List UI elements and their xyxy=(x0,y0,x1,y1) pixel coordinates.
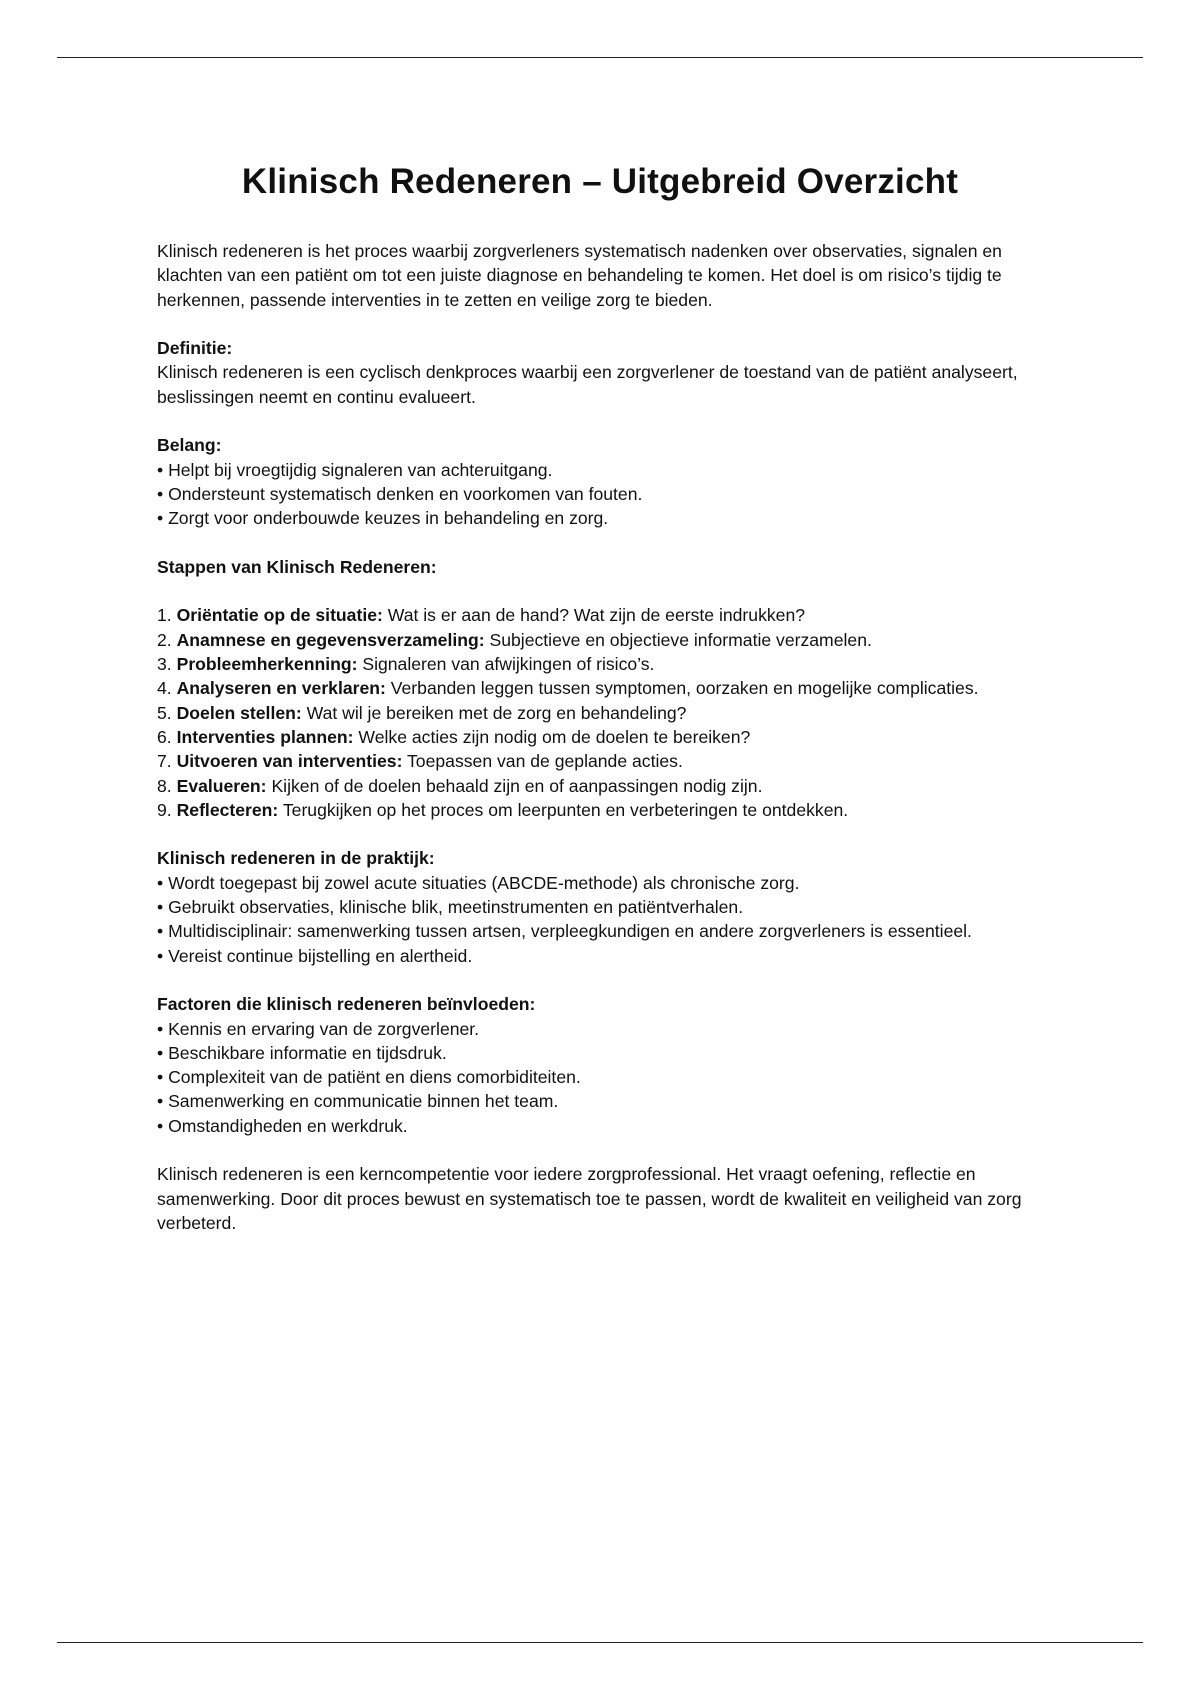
step-number: 6. xyxy=(157,726,172,747)
step-term: Oriëntatie op de situatie: xyxy=(176,605,383,626)
definition-heading: Definitie: xyxy=(157,338,233,359)
intro-paragraph: Klinisch redeneren is het proces waarbij zorgverleners systematisch nadenken over observaties, signalen en klachten van een patiënt om tot een juiste diagnose en behandeling te komen. Het doel is om risico’s tijdig te herkennen, passende interventies in te zetten en veilige zorg te bieden. xyxy=(157,241,1002,310)
step-term: Evalueren: xyxy=(176,775,267,796)
step-term: Reflecteren: xyxy=(176,799,279,820)
list-item: • Samenwerking en communicatie binnen het team. xyxy=(157,1089,1057,1113)
bottom-divider xyxy=(57,1642,1143,1643)
step-description: Wat is er aan de hand? Wat zijn de eerste indrukken? xyxy=(387,605,806,626)
step-description: Signaleren van afwijkingen of risico’s. xyxy=(362,654,655,675)
step-term: Interventies plannen: xyxy=(176,726,354,747)
list-item: • Beschikbare informatie en tijdsdruk. xyxy=(157,1041,1057,1065)
list-item: • Complexiteit van de patiënt en diens comorbiditeiten. xyxy=(157,1065,1057,1089)
step-number: 3. xyxy=(157,654,172,675)
step-item xyxy=(157,603,1057,627)
step-term: Probleemherkenning: xyxy=(176,654,358,675)
step-number: 8. xyxy=(157,775,172,796)
step-description: Terugkijken op het proces om leerpunten en verbeteringen te ontdekken. xyxy=(282,799,849,820)
list-item: • Omstandigheden en werkdruk. xyxy=(157,1114,1057,1138)
step-number: 2. xyxy=(157,629,172,650)
practice-heading: Klinisch redeneren in de praktijk: xyxy=(157,848,435,869)
step-description: Verbanden leggen tussen symptomen, oorzaken en mogelijke complicaties. xyxy=(390,678,979,699)
page-title: Klinisch Redeneren – Uitgebreid Overzicht xyxy=(241,162,959,201)
step-item xyxy=(157,652,1057,676)
step-number: 7. xyxy=(157,751,172,772)
list-item: • Gebruikt observaties, klinische blik, meetinstrumenten en patiëntverhalen. xyxy=(157,895,1057,919)
step-item xyxy=(157,774,1057,798)
step-number: 1. xyxy=(157,605,172,626)
list-item: • Multidisciplinair: samenwerking tussen artsen, verpleegkundigen en andere zorgverleners is essentieel. xyxy=(157,919,1057,943)
list-item: • Helpt bij vroegtijdig signaleren van achteruitgang. xyxy=(157,458,1057,482)
step-term: Uitvoeren van interventies: xyxy=(176,751,403,772)
list-item: • Kennis en ervaring van de zorgverlener. xyxy=(157,1017,1057,1041)
step-term: Anamnese en gegevensverzameling: xyxy=(176,629,485,650)
step-description: Toepassen van de geplande acties. xyxy=(407,751,683,772)
step-item xyxy=(157,725,1057,749)
step-number: 5. xyxy=(157,702,172,723)
steps-list xyxy=(157,603,1057,822)
step-number: 9. xyxy=(157,799,172,820)
step-item xyxy=(157,676,1057,700)
definition-text: Klinisch redeneren is een cyclisch denkproces waarbij een zorgverlener de toestand van de patiënt analyseert, beslissingen neemt en continu evalueert. xyxy=(157,362,1018,407)
importance-list xyxy=(157,458,1057,531)
step-description: Subjectieve en objectieve informatie verzamelen. xyxy=(489,629,872,650)
top-divider xyxy=(57,57,1143,58)
step-term: Doelen stellen: xyxy=(176,702,302,723)
list-item: • Zorgt voor onderbouwde keuzes in behandeling en zorg. xyxy=(157,506,1057,530)
step-description: Wat wil je bereiken met de zorg en behandeling? xyxy=(306,702,687,723)
list-item: • Wordt toegepast bij zowel acute situaties (ABCDE-methode) als chronische zorg. xyxy=(157,871,1057,895)
step-number: 4. xyxy=(157,678,172,699)
conclusion-paragraph: Klinisch redeneren is een kerncompetentie voor iedere zorgprofessional. Het vraagt oefening, reflectie en samenwerking. Door dit proces bewust en systematisch toe te passen, wordt de kwaliteit en veiligheid van zorg verbeterd. xyxy=(157,1164,1022,1233)
document-body xyxy=(157,239,1057,1235)
list-item: • Ondersteunt systematisch denken en voorkomen van fouten. xyxy=(157,482,1057,506)
steps-heading: Stappen van Klinisch Redeneren: xyxy=(157,556,437,577)
step-item xyxy=(157,701,1057,725)
step-description: Kijken of de doelen behaald zijn en of aanpassingen nodig zijn. xyxy=(271,775,763,796)
factors-heading: Factoren die klinisch redeneren beïnvloeden: xyxy=(157,994,536,1015)
factors-list xyxy=(157,1017,1057,1138)
step-item xyxy=(157,628,1057,652)
step-description: Welke acties zijn nodig om de doelen te bereiken? xyxy=(358,726,751,747)
importance-heading: Belang: xyxy=(157,435,222,456)
step-item xyxy=(157,749,1057,773)
list-item: • Vereist continue bijstelling en alertheid. xyxy=(157,944,1057,968)
practice-list xyxy=(157,871,1057,968)
step-term: Analyseren en verklaren: xyxy=(176,678,386,699)
step-item xyxy=(157,798,1057,822)
